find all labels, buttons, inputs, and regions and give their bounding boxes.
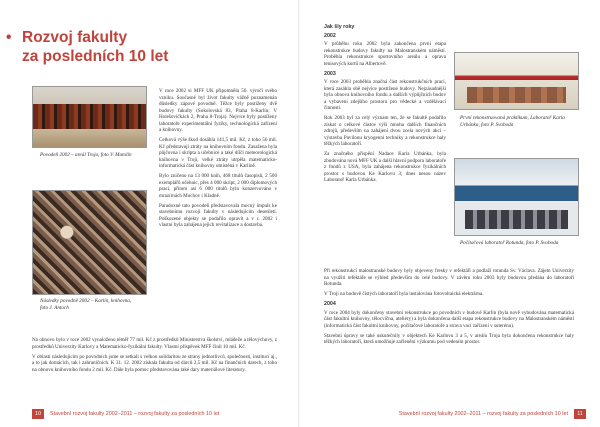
left-bottom-text [32, 337, 277, 377]
year-heading: 2002 [324, 32, 336, 39]
title-line-2: za posledních 10 let [22, 48, 169, 65]
page-title [6, 28, 292, 66]
left-footer [26, 409, 219, 419]
paragraph: V Troji na budově čistých laboratoří byla instalována fotovoltaická elektrárna. [324, 291, 484, 297]
paragraph: V roce 2003 proběhla značná část rekonstrukčních prací, která zasáhla obě nejvíce postižené budovy. Nejzásadnější byla obnova knihovního fondu a dalších výpůjčních budov a vybavení zdejšího prostoru pro vědecké a vzdělávací činnosti. [324, 79, 446, 111]
photo-caption-urbanek: První rekonstruovaná praktikum, Laboratoř Karla Urbánka, foto P. Svoboda [460, 115, 565, 128]
year-heading: 2004 [324, 301, 336, 307]
photo-caption-rotunda: Počítačová laboratoř Rotunda, foto P. Svoboda [460, 240, 559, 246]
paragraph: Paradoxně tato povodeň představovala mocný impuls ke stavebnímu rozvoji fakulty v následujícím desetiletí. Poškozené objekty se podařilo opravit a v r. 2002 i vlastní byla zahájena jejich revitalizace a dostavba. [159, 202, 277, 228]
paragraph: Na obnovu bylo v roce 2002 vynaloženo téměř 77 mil. Kč z prostředků Ministerstva školství, mládeže a tělovýchovy, z prostředků Univerzity Karlovy a Matematicko-fyzikální fakulty. Vlastní příspěvek MFF činil 10 mil. Kč. [32, 337, 277, 350]
footer-text: Stavební rozvoj fakulty 2002–2011 – rozvoj fakulty za posledních 10 let [398, 411, 568, 417]
year-heading: 2003 [324, 70, 336, 77]
right-wide-text [324, 268, 574, 349]
paragraph: Za značného přispění Nadace Karla Urbánka, byla zbudována nová MFF UK a další hlavní podpora laboratoře z fondů z USA, byla zahájena rekonstrukce fyzikálních prostor s budovou Ke Karlovu 3; dnes nesou název Laboratoř Karla Urbánka. [324, 151, 446, 183]
paragraph: Bylo zničeno na 13 000 knih, 468 titulů časopisů, 2 500 exemplářů učebnic, přes 4 000 skript, 2 000 diplomových prací, přitom asi 6 000 titulů bylo konzervováno v mrazírnách Mochov i Kladně. [159, 173, 277, 199]
paragraph: Při rekonstrukci malostranské budovy byly objeveny fresky v refektáři a podlaží rotunda Sv. Václava. Zájem Univerzity na využití refektáře se výhled především do celé budovy. V závěru roku 2003 byly budovou předána do laboratoří Rotunda. [324, 268, 574, 287]
flood-troja-photo [32, 86, 147, 148]
right-text-column [324, 22, 446, 187]
page-number: 11 [574, 409, 586, 419]
flood-karlin-library-photo [32, 190, 147, 295]
paragraph: V průběhu roku 2002 byla zakončena první etapa rekonstrukce budovy fakulty na Malostranském náměstí. Proběhla rekonstrukce sportovního areálu a oprava tenisových kurtů na Albertově. [324, 41, 446, 67]
page-number: 10 [32, 409, 44, 419]
right-page [300, 0, 600, 427]
photo-caption-karlin: Následky povodně 2002 – Karlín, knihovna, foto J. Antoch [40, 298, 132, 311]
paragraph: Stavební úpravy se také uskutečnily v objektech Ke Karlovu 3 a 5, v areálu Troja byla dokončena rekonstrukce haly těžkých laboratoří, která umožňuje začlenění výzkumu pod vedením prostor. [324, 332, 574, 345]
paragraph: V roce 2002 si MFF UK připomněla 50. výročí svého vzniku. Současně byl život fakulty vážně poznamenán důsledky zápové povodně. Těžce byly postiženy dvě budovy fakulty (Sokolovská 83, Praha 8-Karlín; V Holešovičkách 2, Praha 8-Troja). Nejvíce byly postiženy laboratoře experimentální fyziky, technologická zařízení a knihovny. [159, 88, 277, 133]
photo-caption-troja: Povodeň 2002 – areál Troja, foto V. Matolín [40, 152, 132, 158]
rotunda-lab-photo [454, 158, 579, 236]
paragraph: V oblasti následujícím po povodních jsme se setkali s velkou solidaritou ze strany jednotlivců, společností, institucí aj., a to jak domácích, tak i zahraničních. K 31. 12. 2002 získala fakulta od dárců 2,5 mil. Kč na finančních darech, z toho na obnovu knihovního fondu 2 mil. Kč. Dále byla pomoc představována také dary materiálové literatury. [32, 353, 277, 373]
paragraph: Rok 2003 byl za celý význam ten, že se fakultě podařilo získat o celkové částce výši mnoha dalších finančních zdrojů, především na zahájení dvou zcela nových akcí – výstavba Pavilonu kryogenní techniky a rekonstrukce haly těžkých laboratoří. [324, 115, 446, 147]
right-footer [399, 409, 592, 419]
footer-text: Stavební rozvoj fakulty 2002–2011 – rozvoj fakulty za posledních 10 let [50, 411, 220, 417]
title-line-1: Rozvoj fakulty [22, 29, 128, 46]
paragraph: V roce 2004 byly dokončeny stavební rekonstrukce po povodních v budově Karlín (byla nově vybudována matematická část fakultní knihovny, tělocvična, ateliéry) a byla dokončena další etapa rekonstrukce budovy na Malostranském náměstí (informatická část fakultní knihovny, počítačové laboratoře a strava vací zařízení v suterénu). [324, 309, 574, 329]
urbanek-lab-photo [454, 52, 579, 110]
title-bullet-icon: • [6, 29, 12, 46]
paragraph: Celková výše škod dosáhla 141,5 mil. Kč, z toho 56 mil. Kč představují ztráty na knihovním fondu. Zasažena byla půjčovna i skripta a učebnice a také dílčí meteorologická knihovna v Troji, velké ztráty utrpěla matematicko-informatická část knihovny umístěná v Karlíně. [159, 137, 277, 169]
section-heading: Jak šly roky [324, 24, 355, 30]
left-text-column [159, 88, 277, 232]
